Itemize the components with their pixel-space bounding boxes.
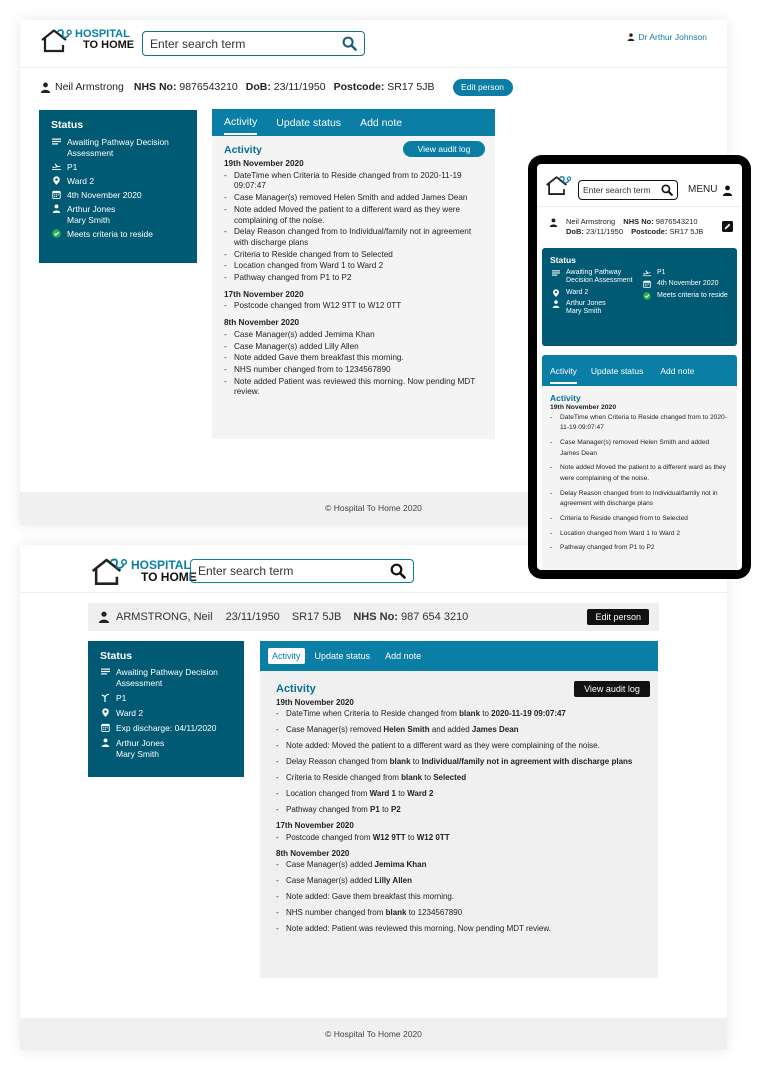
- activity-item: - Note added Patient was reviewed this morning. Now pending MDT review.: [224, 377, 483, 398]
- activity-item: - Criteria to Reside changed from blank to Selected: [276, 773, 642, 783]
- activity-panel: [212, 109, 495, 439]
- activity-heading: Activity: [224, 144, 262, 156]
- edit-person-button[interactable]: Edit person: [453, 79, 513, 96]
- date-heading: 8th November 2020: [224, 318, 300, 328]
- header-divider: [537, 206, 742, 207]
- person-icon: [51, 204, 62, 213]
- check-circle-icon: [641, 292, 652, 300]
- menu-button[interactable]: MENU: [688, 184, 718, 195]
- tab-update-status[interactable]: Update status: [314, 651, 371, 661]
- activity-item: - Note added: Patient was reviewed this morning. Now pending MDT review.: [276, 924, 642, 934]
- person-icon: [100, 738, 111, 747]
- activity-item: - Location changed from Ward 1 to Ward 2: [550, 529, 729, 539]
- activity-list: [276, 833, 642, 843]
- status-item: [100, 708, 232, 719]
- dob-label: DoB:: [566, 227, 584, 236]
- activity-item: - Postcode changed from W12 9TT to W12 0TT: [276, 833, 642, 843]
- activity-item: - Pathway changed from P1 to P2: [224, 273, 483, 284]
- nhs-number: 9876543210: [655, 217, 698, 226]
- search-box[interactable]: [578, 180, 678, 200]
- mobile-screen: [537, 164, 742, 570]
- status-title: Status: [100, 650, 133, 662]
- search-input[interactable]: Enter search term: [583, 185, 651, 195]
- nhs-label: NHS No:: [353, 611, 398, 623]
- status-item: [550, 289, 641, 297]
- tab-add-note[interactable]: Add note: [385, 651, 422, 661]
- tab-activity[interactable]: Activity: [268, 648, 305, 664]
- activity-heading: Activity: [276, 683, 316, 695]
- footer-text: © Hospital To Home 2020: [325, 503, 422, 513]
- footer-text: © Hospital To Home 2020: [325, 1029, 422, 1039]
- person-icon: [627, 33, 635, 41]
- postcode-label: Postcode:: [333, 81, 385, 93]
- activity-panel: [260, 641, 658, 978]
- activity-item: - Case Manager(s) added Lilly Allen: [276, 876, 642, 886]
- status-title: Status: [51, 119, 84, 131]
- nhs-number: 987 654 3210: [401, 611, 469, 623]
- activity-item: - Delay Reason changed from to Individual/family not in agreement with discharge plans: [224, 227, 483, 248]
- activity-log: [276, 698, 642, 935]
- person-icon: [549, 218, 558, 227]
- tab-update-status[interactable]: Update status: [590, 365, 644, 376]
- view-audit-log-button[interactable]: View audit log: [574, 681, 650, 697]
- person-icon[interactable]: [722, 185, 733, 196]
- search-input[interactable]: Enter search term: [150, 36, 246, 51]
- date-heading: 17th November 2020: [224, 289, 304, 299]
- activity-item: - Note added: Moved the patient to a different ward as they were complaining of the noise.: [276, 741, 642, 751]
- activity-item: - Delay Reason changed from blank to Individual/family not in agreement with discharge plans: [276, 757, 642, 767]
- house-logo-icon: [90, 556, 130, 586]
- activity-item: - Case Manager(s) removed Helen Smith and added James Dean: [276, 725, 642, 735]
- search-box[interactable]: [142, 31, 365, 56]
- status-list-right: [641, 269, 729, 319]
- status-title: Status: [550, 255, 576, 265]
- edit-person-button[interactable]: Edit person: [587, 609, 649, 625]
- status-item: [51, 137, 185, 159]
- activity-item: - Criteria to Reside changed from to Selected: [224, 250, 483, 261]
- brand-line-1: HOSPITAL: [75, 28, 130, 40]
- house-logo-icon: [40, 27, 74, 53]
- house-logo-icon[interactable]: [545, 174, 573, 196]
- header-divider: [20, 67, 727, 68]
- status-list-left: [550, 269, 641, 319]
- nhs-number: 9876543210: [179, 81, 238, 93]
- status-item: [550, 300, 641, 316]
- activity-log: [224, 159, 483, 398]
- patient-bar: [549, 217, 733, 237]
- status-text: 4th November 2020: [657, 280, 719, 288]
- status-item: [51, 190, 185, 201]
- patient-bar: [40, 78, 513, 96]
- status-text: Ward 2: [67, 176, 95, 186]
- activity-item: - Location changed from Ward 1 to Ward 2: [224, 261, 483, 272]
- date-heading: 19th November 2020: [224, 159, 304, 168]
- status-text: P1: [116, 693, 127, 703]
- lines-icon: [51, 137, 62, 146]
- activity-log: [550, 413, 729, 554]
- dob-label: DoB:: [245, 81, 271, 93]
- activity-heading: Activity: [550, 393, 581, 403]
- status-text: Arthur Jones Mary Smith: [566, 299, 606, 316]
- activity-item: - Case Manager(s) removed Helen Smith and added James Dean: [224, 193, 483, 204]
- status-item: [100, 667, 232, 689]
- activity-item: - Note added Gave them breakfast this morning.: [224, 353, 483, 364]
- date-heading: 17th November 2020: [276, 821, 354, 831]
- status-item: [641, 280, 729, 288]
- view-audit-log-button[interactable]: View audit log: [403, 141, 485, 157]
- status-card: [542, 248, 737, 346]
- activity-item: - Criteria to Reside changed from to Selected: [550, 514, 729, 524]
- status-item: [100, 723, 232, 734]
- search-icon[interactable]: [661, 184, 673, 196]
- status-text: Awaiting Pathway Decision Assessment: [67, 137, 169, 158]
- calendar-icon: [100, 723, 111, 732]
- postcode-value: SR17 5JB: [669, 227, 704, 236]
- status-text: Meets criteria to reside: [67, 229, 153, 239]
- edit-icon[interactable]: [722, 221, 733, 232]
- postcode-label: Postcode:: [631, 227, 668, 236]
- activity-list: [224, 330, 483, 398]
- tab-update-status[interactable]: Update status: [276, 116, 342, 129]
- tab-add-note[interactable]: Add note: [360, 116, 403, 129]
- activity-item: - Pathway changed from P1 to P2: [550, 543, 729, 553]
- check-circle-icon: [51, 229, 62, 238]
- date-heading: 19th November 2020: [550, 404, 617, 411]
- tab-add-note[interactable]: Add note: [660, 365, 695, 376]
- calendar-icon: [51, 190, 62, 199]
- activity-item: - Note added Moved the patient to a different ward as they were complaining of the noise.: [550, 463, 729, 484]
- activity-item: - DateTime when Criteria to Reside changed from to 2020-11-19 09:07:47: [550, 413, 729, 434]
- activity-list: [276, 709, 642, 815]
- footer: [20, 1018, 727, 1050]
- status-text: P1: [67, 162, 78, 172]
- location-pin-icon: [550, 289, 561, 297]
- app-logo[interactable]: [40, 27, 134, 53]
- status-item: [641, 292, 729, 300]
- status-card: [39, 110, 197, 263]
- dob-value: 23/11/1950: [273, 81, 326, 93]
- status-card: [88, 641, 244, 777]
- person-icon: [40, 82, 51, 93]
- lines-icon: [550, 269, 561, 277]
- activity-item: - DateTime when Criteria to Reside changed from to 2020-11-19 09:07:47: [224, 171, 483, 192]
- desktop-frame-2: [20, 545, 727, 1050]
- plane-icon: [641, 269, 652, 277]
- location-pin-icon: [100, 708, 111, 717]
- postcode-value: SR17 5JB: [291, 611, 342, 623]
- search-input[interactable]: Enter search term: [198, 564, 294, 578]
- user-name: Dr Arthur Johnson: [638, 32, 707, 42]
- patient-bar: [88, 603, 659, 631]
- brand-line-2: TO HOME: [83, 39, 135, 51]
- status-text: Awaiting Pathway Decision Assessment: [116, 667, 218, 688]
- search-icon[interactable]: [390, 563, 406, 579]
- patient-name: Neil Armstrong: [55, 81, 124, 93]
- activity-item: - NHS number changed from to 1234567890: [224, 365, 483, 376]
- status-text: P1: [657, 269, 666, 277]
- pathway-fork-icon: [100, 693, 111, 702]
- tab-bar: [212, 109, 495, 136]
- status-item: [51, 176, 185, 187]
- search-icon[interactable]: [342, 36, 357, 51]
- status-text: Awaiting Pathway Decision Assessment: [566, 269, 633, 285]
- status-item: [51, 229, 185, 240]
- postcode-value: SR17 5JB: [387, 81, 435, 93]
- brand-line-1: HOSPITAL: [131, 558, 191, 572]
- header-divider: [20, 592, 727, 593]
- activity-item: - Location changed from Ward 1 to Ward 2: [276, 789, 642, 799]
- tab-bar: [260, 641, 658, 671]
- person-icon: [550, 300, 561, 308]
- activity-item: - Note added: Gave them breakfast this morning.: [276, 892, 642, 902]
- status-list: [100, 667, 232, 760]
- status-item: [100, 693, 232, 704]
- activity-item: - Case Manager(s) added Jemima Khan: [224, 330, 483, 341]
- status-item: [550, 269, 641, 285]
- patient-name: Neil Armstrong: [566, 217, 616, 226]
- status-list: [51, 137, 185, 240]
- dob-value: 23/11/1950: [586, 227, 623, 236]
- dob-value: 23/11/1950: [225, 611, 280, 623]
- nhs-label: NHS No:: [623, 217, 654, 226]
- tab-activity[interactable]: Activity: [550, 358, 577, 384]
- brand-line-2: TO HOME: [141, 570, 197, 584]
- date-heading: 8th November 2020: [276, 848, 350, 858]
- tab-activity[interactable]: Activity: [224, 110, 257, 135]
- activity-item: - Postcode changed from W12 9TT to W12 0TT: [224, 301, 483, 312]
- activity-item: - Pathway changed from P1 to P2: [276, 805, 642, 815]
- status-text: Meets criteria to reside: [657, 291, 728, 299]
- person-icon: [98, 611, 110, 623]
- activity-item: - Case Manager(s) removed Helen Smith and added James Dean: [550, 438, 729, 459]
- status-text: Arthur Jones Mary Smith: [116, 738, 165, 759]
- status-item: [51, 204, 185, 226]
- mobile-device: [528, 155, 751, 579]
- activity-item: - NHS number changed from blank to 1234567890: [276, 908, 642, 918]
- activity-list: [224, 171, 483, 284]
- status-item: [51, 162, 185, 173]
- date-heading: 19th November 2020: [276, 698, 354, 707]
- activity-item: - DateTime when Criteria to Reside changed from blank to 2020-11-19 09:07:47: [276, 709, 642, 719]
- app-logo[interactable]: [90, 556, 197, 586]
- activity-list: [224, 301, 483, 312]
- activity-item: - Case Manager(s) added Jemima Khan: [276, 860, 642, 870]
- user-menu[interactable]: [627, 32, 707, 42]
- calendar-icon: [641, 280, 652, 288]
- location-pin-icon: [51, 176, 62, 185]
- status-item: [100, 738, 232, 760]
- status-text: Ward 2: [116, 708, 144, 718]
- activity-item: - Note added Moved the patient to a different ward as they were complaining of the noise.: [224, 205, 483, 226]
- activity-panel: [542, 355, 737, 570]
- status-text: Exp discharge: 04/11/2020: [116, 723, 217, 733]
- activity-list: [276, 860, 642, 934]
- status-item: [641, 269, 729, 277]
- activity-item: - Case Manager(s) added Lilly Allen: [224, 342, 483, 353]
- tab-bar: [542, 355, 737, 386]
- patient-name: ARMSTRONG, Neil: [116, 611, 213, 623]
- status-text: Arthur Jones Mary Smith: [67, 204, 116, 225]
- nhs-label: NHS No:: [133, 81, 177, 93]
- search-box[interactable]: [190, 559, 414, 583]
- activity-item: - Delay Reason changed from to Individual/family not in agreement with discharge plans: [550, 489, 729, 510]
- status-text: 4th November 2020: [67, 190, 142, 200]
- plane-icon: [51, 162, 62, 171]
- status-text: Ward 2: [566, 288, 589, 296]
- lines-icon: [100, 667, 111, 676]
